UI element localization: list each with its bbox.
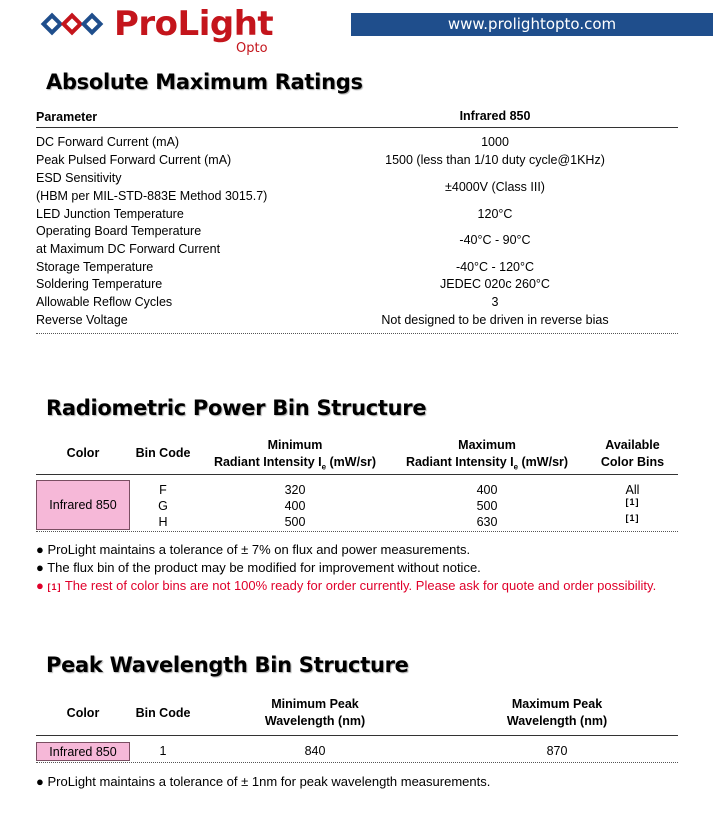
peak-col-bin: Bin Code	[135, 706, 191, 720]
amr-row-value: 120°C	[477, 207, 513, 221]
peak-bin: 1	[159, 744, 167, 758]
radio-bin: G	[158, 499, 168, 513]
radio-avail-ref: [1]	[625, 513, 640, 523]
radio-max: 500	[476, 499, 498, 513]
amr-col-parameter: Parameter	[36, 110, 98, 124]
radio-note-1: ● ProLight maintains a tolerance of ± 7% on flux and power measurements.	[36, 542, 471, 557]
amr-row-param-line2: (HBM per MIL-STD-883E Method 3015.7)	[36, 189, 268, 203]
radio-note-3: ● [1] The rest of color bins are not 100% ready for order currently. Please ask for quote and order possibility.	[36, 578, 657, 593]
amr-bottom-rule	[36, 333, 678, 334]
radio-min: 500	[284, 515, 306, 529]
radio-col-bin: Bin Code	[135, 446, 191, 460]
radio-avail: All	[625, 483, 640, 497]
amr-col-value: Infrared 850	[459, 109, 531, 123]
amr-row-value: ±4000V (Class III)	[445, 180, 545, 194]
radio-bottom-rule	[36, 531, 678, 532]
radio-color-cell: Infrared 850	[36, 480, 130, 530]
peak-col-min-1: Minimum Peak	[271, 697, 359, 711]
peak-header-rule	[36, 735, 678, 736]
radio-col-max-1: Maximum	[458, 438, 516, 452]
amr-row-value: 1000	[481, 135, 509, 149]
radio-col-min-1: Minimum	[267, 438, 323, 452]
radio-title: Radiometric Power Bin Structure	[46, 396, 427, 420]
peak-title: Peak Wavelength Bin Structure	[46, 653, 409, 677]
radio-header-rule	[36, 474, 678, 475]
radio-col-avail-2: Color Bins	[600, 455, 665, 469]
prolight-logo	[40, 4, 300, 54]
radio-bin: H	[158, 515, 168, 529]
amr-row-value: 3	[491, 295, 499, 309]
peak-note: ● ProLight maintains a tolerance of ± 1nm for peak wavelength measurements.	[36, 774, 491, 789]
radio-min: 320	[284, 483, 306, 497]
amr-row-param: Soldering Temperature	[36, 277, 163, 291]
peak-color-cell: Infrared 850	[36, 742, 130, 761]
radio-col-avail-1: Available	[605, 438, 660, 452]
radio-max: 630	[476, 515, 498, 529]
amr-row-param: DC Forward Current (mA)	[36, 135, 180, 149]
amr-row-value: -40°C - 120°C	[455, 260, 535, 274]
logo-wordmark: ProLight	[114, 4, 274, 44]
amr-row-value: Not designed to be driven in reverse bias	[381, 313, 609, 327]
peak-col-max-2: Wavelength (nm)	[506, 714, 608, 728]
amr-row-param: Operating Board Temperature	[36, 224, 202, 238]
amr-row-param: Peak Pulsed Forward Current (mA)	[36, 153, 232, 167]
amr-row-param-line2: at Maximum DC Forward Current	[36, 242, 221, 256]
peak-max: 870	[546, 744, 568, 758]
peak-min: 840	[304, 744, 326, 758]
radio-col-color: Color	[66, 446, 100, 460]
amr-row-value: 1500 (less than 1/10 duty cycle@1KHz)	[385, 153, 605, 167]
amr-row-param: Storage Temperature	[36, 260, 154, 274]
diamond-logo-icon	[40, 10, 110, 42]
amr-header-rule	[36, 127, 678, 128]
amr-row-value: JEDEC 020c 260°C	[440, 277, 550, 291]
radio-avail-ref: [1]	[625, 497, 640, 507]
amr-row-param: Reverse Voltage	[36, 313, 128, 327]
radio-col-max-2: Radiant Intensity $I_e$ (mW/sr)	[405, 455, 569, 472]
amr-row-value: -40°C - 90°C	[459, 233, 531, 247]
logo-subtitle: Opto	[236, 41, 268, 56]
radio-col-min-2: Radiant Intensity $I_e$ (mW/sr)	[213, 455, 377, 472]
radio-note-2: ● The flux bin of the product may be modified for improvement without notice.	[36, 560, 481, 575]
radio-max: 400	[476, 483, 498, 497]
peak-bottom-rule	[36, 762, 678, 763]
amr-row-param: Allowable Reflow Cycles	[36, 295, 173, 309]
amr-title: Absolute Maximum Ratings	[46, 70, 363, 94]
amr-row-param: LED Junction Temperature	[36, 207, 184, 221]
peak-col-color: Color	[66, 706, 100, 720]
website-url[interactable]: www.prolightopto.com	[351, 13, 713, 36]
amr-row-param: ESD Sensitivity	[36, 171, 122, 185]
peak-col-max-1: Maximum Peak	[511, 697, 603, 711]
radio-min: 400	[284, 499, 306, 513]
peak-col-min-2: Wavelength (nm)	[264, 714, 366, 728]
radio-bin: F	[159, 483, 167, 497]
